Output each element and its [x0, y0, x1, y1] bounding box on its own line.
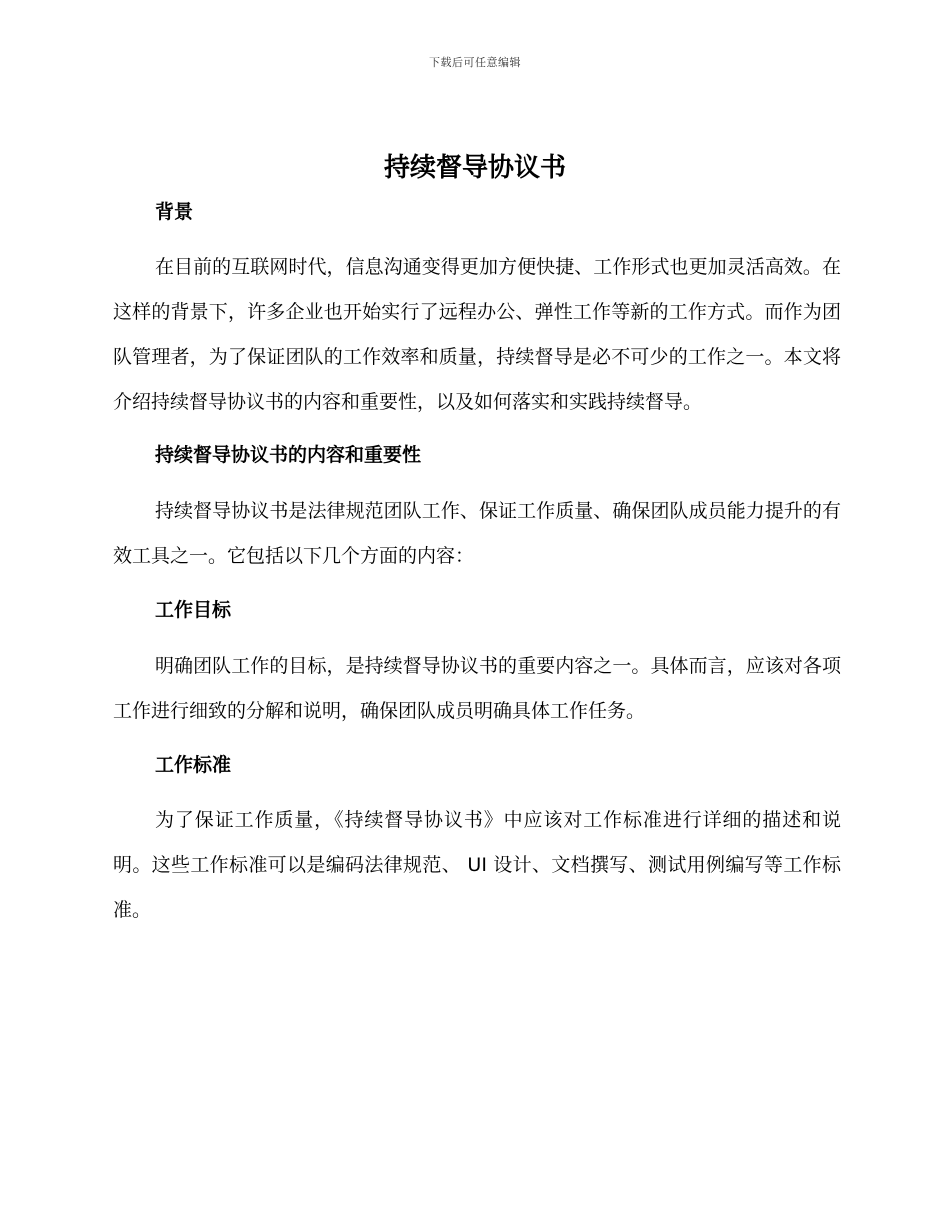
section-paragraph-content-importance: 持续督导协议书是法律规范团队工作、保证工作质量、确保团队成员能力提升的有效工具之一。它包括以下几个方面的内容： — [113, 500, 841, 567]
section-heading-work-goals: 工作目标 — [155, 599, 232, 621]
section-heading-work-standards: 工作标准 — [155, 754, 232, 776]
section-heading-content-importance: 持续督导协议书的内容和重要性 — [155, 444, 422, 466]
document-title: 持续督导协议书 — [383, 153, 566, 183]
section-paragraph-work-standards: 为了保证工作质量，《持续督导协议书》中应该对工作标准进行详细的描述和说明。这些工作标准可以是编码法律规范、 UI 设计、文档撰写、测试用例编写等工作标准。 — [113, 809, 841, 921]
document-body — [113, 196, 841, 933]
header-note: 下载后可任意编辑 — [429, 56, 521, 69]
section-paragraph-background: 在目前的互联网时代，信息沟通变得更加方便快捷、工作形式也更加灵活高效。在这样的背景下，许多企业也开始实行了远程办公、弹性工作等新的工作方式。而作为团队管理者，为了保证团队的工作效率和质量，持续督导是必不可少的工作之一。本文将介绍持续督导协议书的内容和重要性，以及如何落实和实践持续督导。 — [113, 256, 841, 413]
section-heading-background: 背景 — [155, 201, 194, 223]
section-paragraph-work-goals: 明确团队工作的目标，是持续督导协议书的重要内容之一。具体而言，应该对各项工作进行细致的分解和说明，确保团队成员明确具体工作任务。 — [113, 655, 841, 722]
